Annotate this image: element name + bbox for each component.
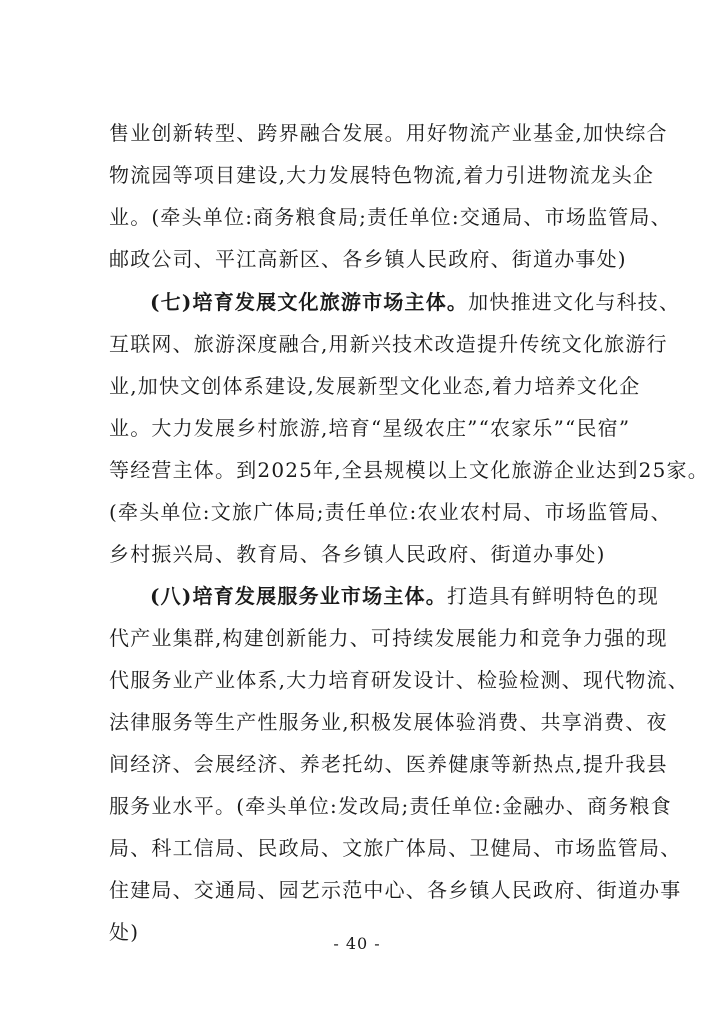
- body-text-line: 乡村振兴局、教育局、各乡镇人民政府、街道办事处): [109, 542, 606, 566]
- page-number: - 40 -: [333, 934, 381, 953]
- section-8-first-line-text: 打造具有鲜明特色的现: [446, 584, 659, 608]
- body-text-line: 局、科工信局、民政局、文旅广体局、卫健局、市场监管局、: [109, 836, 682, 860]
- body-text-line: 代服务业产业体系,大力培育研发设计、检验检测、现代物流、: [109, 668, 689, 692]
- body-text-line: 间经济、会展经济、养老托幼、医养健康等新热点,提升我县: [109, 752, 668, 776]
- body-text-line: 互联网、旅游深度融合,用新兴技术改造提升传统文化旅游行: [109, 332, 668, 356]
- section-7-first-line-text: 加快推进文化与科技、: [468, 290, 681, 314]
- section-8-first-line: [150, 576, 659, 616]
- body-text-line: 等经营主体。到2025年,全县规模以上文化旅游企业达到25家。: [109, 458, 709, 482]
- body-text-line: 住建局、交通局、园艺示范中心、各乡镇人民政府、街道办事: [109, 878, 682, 902]
- body-text-line: 物流园等项目建设,大力发展特色物流,着力引进物流龙头企: [109, 163, 655, 187]
- body-text-line: 业,加快文创体系建设,发展新型文化业态,着力培养文化企: [109, 374, 641, 398]
- body-text-line: 业。大力发展乡村旅游,培育“星级农庄”“农家乐”“民宿”: [109, 416, 631, 440]
- body-text-line: (牵头单位:文旅广体局;责任单位:农业农村局、市场监管局、: [109, 500, 672, 524]
- body-text-line: 法律服务等生产性服务业,积极发展体验消费、共享消费、夜: [109, 710, 668, 734]
- section-7-heading: (七)培育发展文化旅游市场主体。: [150, 290, 469, 314]
- body-text-line: 代产业集群,构建创新能力、可持续发展能力和竞争力强的现: [109, 626, 668, 650]
- body-text-line: 处): [109, 920, 140, 944]
- body-text-line: 业。(牵头单位:商务粮食局;责任单位:交通局、市场监管局、: [109, 205, 672, 229]
- body-text-line: 服务业水平。(牵头单位:发改局;责任单位:金融办、商务粮食: [109, 794, 672, 818]
- body-text-line: 售业创新转型、跨界融合发展。用好物流产业基金,加快综合: [109, 121, 668, 145]
- section-8-heading: (八)培育发展服务业市场主体。: [150, 584, 447, 608]
- section-7-first-line: [150, 282, 681, 322]
- body-text-line: 邮政公司、平江高新区、各乡镇人民政府、街道办事处): [109, 247, 627, 271]
